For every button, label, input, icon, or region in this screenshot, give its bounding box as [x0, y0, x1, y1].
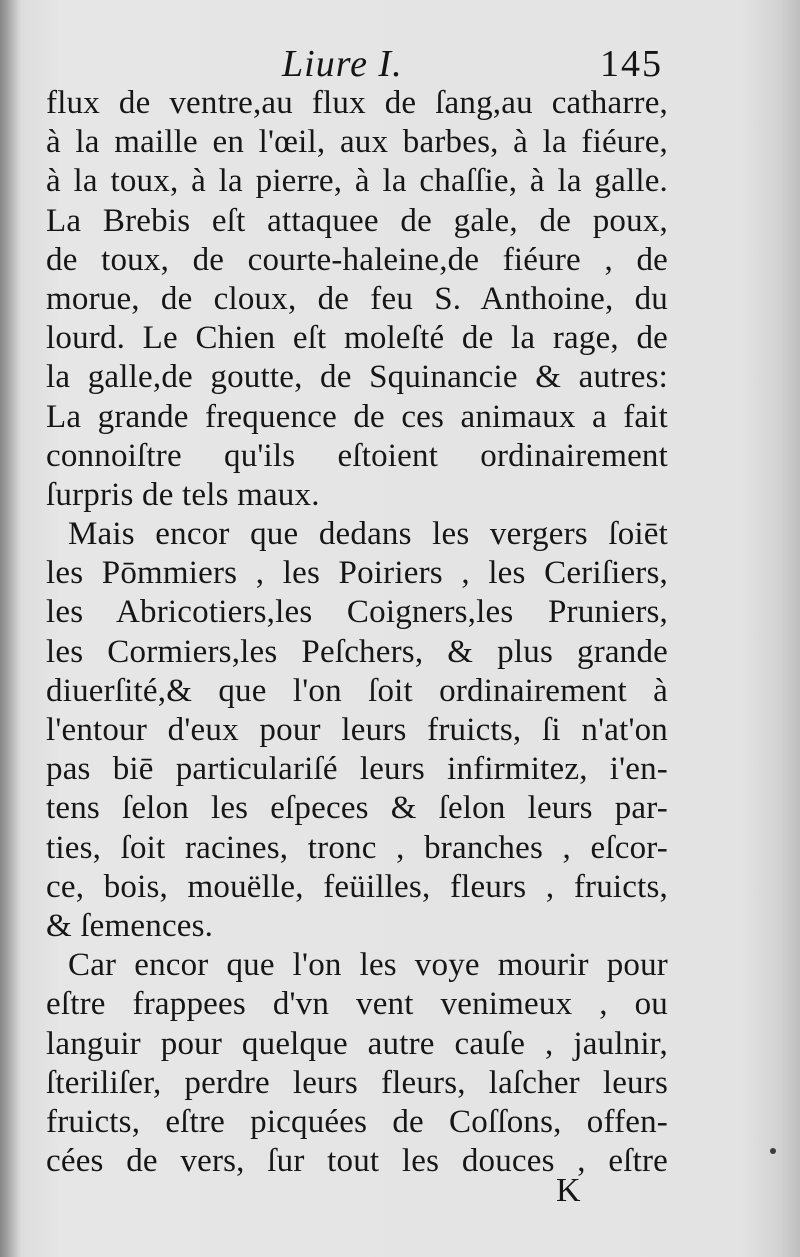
ink-speck [770, 1148, 776, 1154]
paragraph-start-line: Car encor que l'on les voye mourir pour [68, 947, 668, 984]
text-line: fruicts, eſtre picquées de Coſſons, offen- [46, 1103, 668, 1140]
text-line: ſurpris de tels maux. [46, 476, 320, 513]
text-line: & ſemences. [46, 907, 214, 944]
text-line: lourd. Le Chien eſt moleſté de la rage, de [46, 320, 668, 357]
text-line: les Cormiers,les Peſchers, & plus grande [46, 633, 668, 670]
text-line: diuerſité,& que l'on ſoit ordinairement à [46, 672, 668, 709]
text-line: ties, ſoit racines, tronc , branches , eſcor- [46, 829, 668, 866]
text-line: ſteriliſer, perdre leurs fleurs, laſcher leurs [46, 1064, 668, 1101]
text-line: La grande frequence de ces animaux a fait [46, 398, 668, 435]
text-line: eſtre frappees d'vn vent venimeux , ou [46, 986, 668, 1023]
text-line: l'entour d'eux pour leurs fruicts, ſi n'at'on [46, 712, 668, 748]
text-line: pas biē particulariſé leurs infirmitez, i'en- [46, 751, 668, 788]
paragraph-start-line: Mais encor que dedans les vergers ſoiēt [68, 516, 668, 553]
page-number: 145 [600, 43, 663, 85]
catchword: K [556, 1172, 581, 1209]
text-line: flux de ventre,au flux de ſang,au catharre, [46, 85, 668, 121]
text-line: à la maille en l'œil, aux barbes, à la fiéure, [46, 124, 668, 161]
text-line: la galle,de goutte, de Squinancie & autres: [46, 359, 668, 396]
gutter-shadow [0, 0, 22, 1257]
text-line: cées de vers, ſur tout les douces , eſtre [46, 1143, 668, 1180]
text-line: à la toux, à la pierre, à la chaſſie, à la galle. [46, 163, 668, 200]
text-line: morue, de cloux, de feu S. Anthoine, du [46, 280, 668, 317]
text-line: La Brebis eſt attaquee de gale, de poux, [46, 202, 668, 239]
text-line: languir pour quelque autre cauſe , jaulnir, [46, 1025, 668, 1062]
text-line: les Pōmmiers , les Poiriers , les Ceriſiers, [46, 555, 668, 592]
text-line: connoiſtre qu'ils eſtoient ordinairement [46, 437, 668, 474]
body-text [46, 84, 668, 1181]
text-line: ce, bois, mouëlle, feüilles, fleurs , fruicts, [46, 868, 668, 905]
running-title: Liure I. [282, 43, 403, 85]
text-line: tens ſelon les eſpeces & ſelon leurs par- [46, 790, 668, 827]
text-line: les Abricotiers,les Coigners,les Pruniers, [46, 594, 668, 631]
text-line: de toux, de courte-haleine,de fiéure , de [46, 241, 668, 278]
